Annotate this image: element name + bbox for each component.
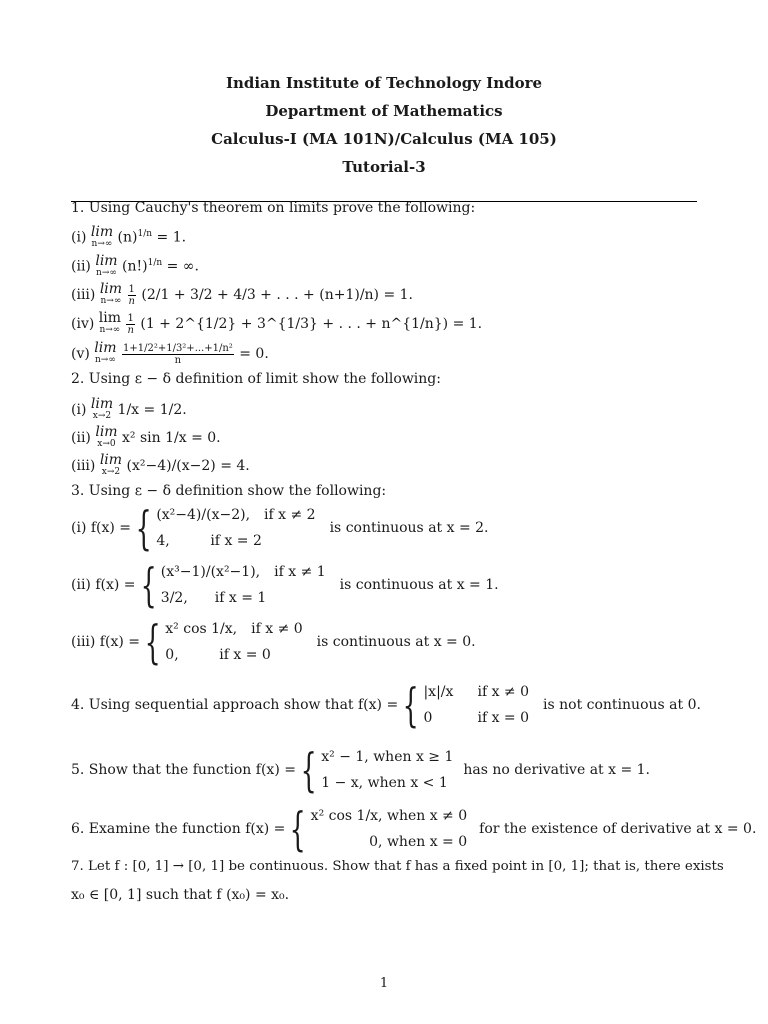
q3-i-case1-expr: (x²−4)/(x−2), xyxy=(156,507,251,523)
q3-iii-label: (iii) f(x) = xyxy=(71,634,140,650)
q2-i-label: (i) xyxy=(71,402,87,418)
q3-iii-case1-expr: x² cos 1/x, xyxy=(165,621,238,637)
q4-label: 4. Using sequential approach show that f(x) = xyxy=(71,697,399,713)
q4-case2-expr: 0 xyxy=(423,710,433,726)
q1-ii-lim: lim n→∞ xyxy=(95,252,118,278)
q7-line2: x₀ ∈ [0, 1] such that f (x₀) = x₀. xyxy=(71,887,290,903)
left-brace-icon: { xyxy=(300,743,317,797)
q1-intro: 1. Using Cauchy's theorem on limits prove the following: xyxy=(71,200,476,216)
q3-ii-case2-expr: 3/2, xyxy=(160,590,188,606)
q2-ii xyxy=(71,426,221,450)
q1-ii xyxy=(71,254,199,279)
left-brace-icon: { xyxy=(289,802,307,856)
q5 xyxy=(71,744,650,796)
q1-ii-rhs: = ∞. xyxy=(166,258,199,275)
q1-iv-body: (1 + 2^{1/2} + 3^{1/3} + . . . + n^{1/n}) xyxy=(140,316,449,332)
q1-ii-exp: 1/n xyxy=(147,258,163,268)
q1-v-frac: $\frac{\text{1+1/2²+1/3²+...+1/n²}}{n}$ xyxy=(122,342,233,366)
q2-ii-body: x² sin 1/x = 0. xyxy=(122,430,221,446)
q3-iii-tail: is continuous at x = 0. xyxy=(316,634,476,650)
institute-title: Indian Institute of Technology Indore xyxy=(225,74,543,92)
q1-v-rhs: = 0. xyxy=(239,346,269,362)
q1-i-lim: lim n→∞ xyxy=(90,223,114,249)
q3-iii-case2-expr: 0, xyxy=(165,647,179,663)
course-title: Calculus-I (MA 101N)/Calculus (MA 105) xyxy=(211,130,557,148)
q1-i-expr: (n) xyxy=(117,229,138,246)
tutorial-title: Tutorial-3 xyxy=(342,158,426,176)
q1-iii xyxy=(71,283,413,307)
q1-v-label: (v) xyxy=(71,346,90,362)
q7-line1: 7. Let f : [0, 1] → [0, 1] be continuous. Show that f has a fixed point in [0, 1]; that is, there exists xyxy=(71,859,724,874)
q3-ii-case1-cond: if x ≠ 1 xyxy=(274,564,326,580)
q2-iii xyxy=(71,454,250,478)
q3-iii xyxy=(71,616,476,668)
q3-ii-case1-expr: (x³−1)/(x²−1), xyxy=(160,564,261,580)
q2-ii-label: (ii) xyxy=(71,430,91,446)
q1-iv-rhs: = 1. xyxy=(452,316,483,332)
q1-iv-frac-1-over-n: $\frac{1}{n}$ xyxy=(127,312,134,336)
q1-iii-rhs: = 1. xyxy=(383,287,414,303)
q1-i-rhs: = 1. xyxy=(156,229,187,246)
q1-iv xyxy=(71,312,482,336)
q1-ii-expr: (n!) xyxy=(122,258,148,275)
q1-i-label: (i) xyxy=(71,229,87,246)
q1-i xyxy=(71,225,186,250)
q4-case1-cond: if x ≠ 0 xyxy=(477,684,530,700)
left-brace-icon: { xyxy=(140,558,157,612)
q1-v-lim: lim n→∞ xyxy=(94,340,117,365)
q6 xyxy=(71,803,756,855)
left-brace-icon: { xyxy=(144,615,161,669)
q3-i-case1-cond: if x ≠ 2 xyxy=(264,507,316,523)
q3-i-case2-cond: if x = 2 xyxy=(210,533,262,549)
q2-iii-lim: lim x→2 xyxy=(99,452,123,477)
q5-case1: x² − 1, when x ≥ 1 xyxy=(321,749,454,765)
q2-iii-label: (iii) xyxy=(71,458,96,474)
q5-tail: has no derivative at x = 1. xyxy=(463,762,651,778)
q1-iv-label: (iv) xyxy=(71,316,95,332)
q3-i-case2-expr: 4, xyxy=(156,533,170,549)
q3-i xyxy=(71,502,489,554)
q3-iii-case1-cond: if x ≠ 0 xyxy=(251,621,303,637)
q1-iv-lim: lim n→∞ xyxy=(98,310,121,335)
q1-iii-body: (2/1 + 3/2 + 4/3 + . . . + (n+1)/n) xyxy=(141,287,380,303)
q3-i-tail: is continuous at x = 2. xyxy=(329,520,489,536)
q2-intro: 2. Using ε − δ definition of limit show the following: xyxy=(71,371,441,387)
q3-ii-tail: is continuous at x = 1. xyxy=(339,577,499,593)
q6-label: 6. Examine the function f(x) = xyxy=(71,821,286,837)
q2-ii-lim: lim x→0 xyxy=(95,424,118,449)
q1-iii-lim: lim n→∞ xyxy=(99,281,123,306)
q2-i xyxy=(71,398,187,422)
department-title: Department of Mathematics xyxy=(265,102,503,120)
q2-i-body: 1/x = 1/2. xyxy=(117,402,187,418)
q5-case2: 1 − x, when x < 1 xyxy=(321,775,448,791)
q3-i-label: (i) f(x) = xyxy=(71,520,132,536)
q6-tail: for the existence of derivative at x = 0. xyxy=(479,821,757,837)
q3-ii-label: (ii) f(x) = xyxy=(71,577,136,593)
left-brace-icon: { xyxy=(402,678,419,732)
page-number: 1 xyxy=(379,976,389,991)
q1-i-exp: 1/n xyxy=(137,229,153,239)
q2-iii-body: (x²−4)/(x−2) = 4. xyxy=(126,458,250,474)
q3-ii-case2-cond: if x = 1 xyxy=(214,590,267,606)
q1-ii-label: (ii) xyxy=(71,258,91,275)
q4-case1-expr: |x|/x xyxy=(423,684,454,700)
q6-case1: x² cos 1/x, when x ≠ 0 xyxy=(310,808,468,824)
q6-case2: 0, when x = 0 xyxy=(369,834,468,850)
q2-i-lim: lim x→2 xyxy=(90,396,114,421)
q3-ii xyxy=(71,559,499,611)
q1-iii-label: (iii) xyxy=(71,287,96,303)
q1-iii-frac-1-over-n: $\frac{1}{n}$ xyxy=(128,283,135,307)
q1-v xyxy=(71,342,269,366)
q4 xyxy=(71,679,701,731)
q5-label: 5. Show that the function f(x) = xyxy=(71,762,296,778)
left-brace-icon: { xyxy=(135,501,152,555)
q3-iii-case2-cond: if x = 0 xyxy=(219,647,271,663)
q3-intro: 3. Using ε − δ definition show the following: xyxy=(71,483,387,499)
q4-tail: is not continuous at 0. xyxy=(543,697,701,713)
q4-case2-cond: if x = 0 xyxy=(477,710,530,726)
